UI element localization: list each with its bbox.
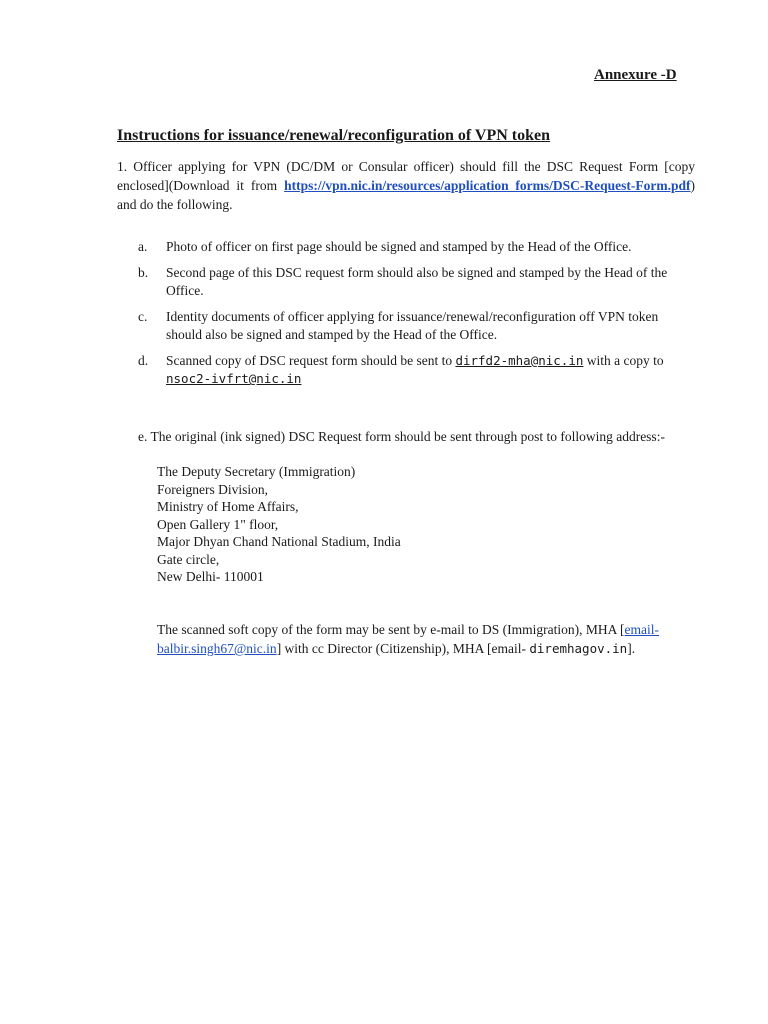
postal-address (157, 463, 401, 586)
list-marker: c. (138, 308, 148, 324)
document-title: Instructions for issuance/renewal/reconfiguration of VPN token (117, 127, 551, 144)
email-link-dirfd2[interactable]: dirfd2-mha@nic.in (455, 352, 584, 368)
list-item (138, 308, 683, 345)
dsc-request-form-link[interactable]: https://vpn.nic.in/resources/application_forms/DSC-Request-Form.pdf (284, 178, 691, 193)
soft-copy-suffix: ]. (627, 641, 636, 656)
list-item-text: Second page of this DSC request form should also be signed and stamped by the Head of the Office. (166, 264, 668, 298)
address-line: New Delhi- 110001 (157, 569, 264, 584)
address-line: Foreigners Division, (157, 481, 268, 497)
intro-paragraph (117, 157, 695, 214)
list-marker: a. (138, 239, 148, 254)
email-link-nsoc2[interactable]: nsoc2-ivfrt@nic.in (166, 371, 302, 386)
intro-text-suffix: ) and do the following. (117, 178, 695, 212)
address-line: Gate circle, (157, 551, 220, 567)
list-item (138, 264, 683, 301)
annexure-label: Annexure -D (594, 67, 677, 83)
list-item-text: Photo of officer on first page should be signed and stamped by the Head of the Office. (166, 239, 632, 254)
email-link-balbir[interactable]: email-balbir.singh67@nic.in (157, 622, 660, 656)
intro-text-prefix: 1. Officer applying for VPN (DC/DM or Consular officer) should fill the DSC Request Form [copy enclosed](Download it from (117, 159, 695, 193)
instruction-list (138, 238, 683, 396)
soft-copy-middle: ] with cc Director (Citizenship), MHA [email- (276, 641, 530, 656)
soft-copy-prefix: The scanned soft copy of the form may be sent by e-mail to DS (Immigration), MHA [ (157, 622, 625, 637)
address-line: The Deputy Secretary (Immigration) (157, 464, 356, 479)
list-item (138, 238, 683, 257)
list-item-text-middle: with a copy to (583, 352, 664, 368)
list-item-text: Identity documents of officer applying for issuance/renewal/reconfiguration off VPN token should also be signed and stamped by the Head of the Office. (166, 308, 659, 342)
address-line: Open Gallery 1" floor, (157, 516, 279, 532)
soft-copy-paragraph (157, 620, 677, 658)
list-marker: d. (138, 352, 149, 368)
item-e-text: e. The original (ink signed) DSC Request form should be sent through post to following address:- (138, 429, 665, 444)
list-marker: b. (138, 264, 149, 280)
list-item (138, 352, 683, 389)
list-item-text-before: Scanned copy of DSC request form should be sent to (166, 352, 456, 368)
address-line: Major Dhyan Chand National Stadium, India (157, 534, 401, 549)
address-line: Ministry of Home Affairs, (157, 499, 299, 514)
email-diremha: diremhagov.in (529, 641, 628, 656)
